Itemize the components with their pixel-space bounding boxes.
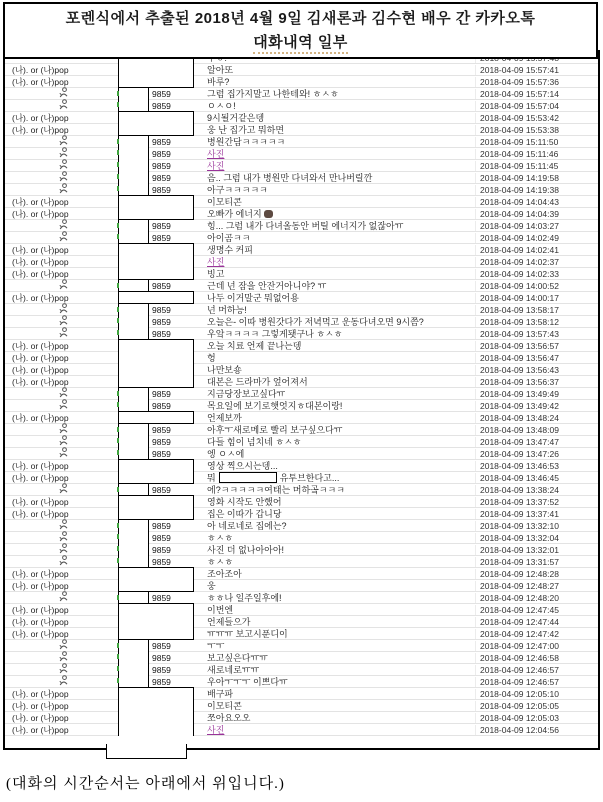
sender-id-cell <box>116 328 202 339</box>
message-cell <box>202 723 475 736</box>
person-icon <box>59 531 68 542</box>
sender-id-cell <box>116 568 202 579</box>
message-text: 영상 찍으시는뎅... <box>207 461 278 471</box>
sender-id-cell <box>116 184 202 195</box>
person-icon <box>59 219 68 230</box>
message-text: 에?ㅋㅋㅋㅋㅋ여태는 머하곸ㅋㅋㅋ <box>207 485 345 495</box>
message-text: 음.. 그럼 내가 병원만 다녀와서 만나버릴깐 <box>207 173 373 183</box>
message-text: 아이곰ㅋㅋ <box>207 233 251 243</box>
timestamp: 2018-04-09 12:04:56 <box>475 725 598 735</box>
timestamp: 2018-04-09 12:46:57 <box>475 677 598 687</box>
sender-name: (나). or (나)pop <box>12 724 69 735</box>
person-icon <box>59 639 68 650</box>
sender-id-cell <box>116 604 202 615</box>
timestamp: 2018-04-09 14:02:41 <box>475 245 598 255</box>
sender-id-cell <box>116 280 202 291</box>
sender-id: 9859 <box>152 545 171 555</box>
timestamp: 2018-04-09 13:37:52 <box>475 497 598 507</box>
timestamp: 2018-04-09 12:05:03 <box>475 713 598 723</box>
timestamp: 2018-04-09 15:53:38 <box>475 125 598 135</box>
sender-id-cell <box>116 76 202 87</box>
table-row <box>5 724 598 736</box>
sender-name: (나). or (나)pop <box>12 76 69 87</box>
message-text: 우아ㅜㅜㅜ 이쁘다ㅠ <box>207 677 288 687</box>
sender-name: (나). or (나)pop <box>12 472 69 483</box>
sender-id: 9859 <box>152 593 171 603</box>
timestamp: 2018-04-09 12:48:27 <box>475 581 598 591</box>
sender-id-cell <box>116 352 202 363</box>
sender-id-cell <box>116 100 202 111</box>
timestamp: 2018-04-09 13:46:53 <box>475 461 598 471</box>
message-text: 알아또 <box>207 65 234 75</box>
sender-name: (나). or (나)pop <box>12 460 69 471</box>
footer-note: (대화의 시간순서는 아래에서 위입니다.) <box>6 776 285 792</box>
sender-icon-cell <box>5 555 116 568</box>
monkey-emoji-icon <box>264 210 273 218</box>
message-text: 9시될거같은뎅 <box>207 113 265 123</box>
sender-icon-cell <box>5 183 116 196</box>
document-title-line2: 대화내역 일부 <box>253 34 348 54</box>
sender-name: (나). or (나)pop <box>12 244 69 255</box>
sender-id-cell <box>116 544 202 555</box>
timestamp: 2018-04-09 14:00:52 <box>475 281 598 291</box>
sender-id-cell <box>116 688 202 699</box>
person-icon <box>59 447 68 458</box>
sender-id-cell <box>116 628 202 639</box>
person-icon <box>59 231 68 242</box>
document-title <box>3 2 598 59</box>
sender-id: 9859 <box>152 185 171 195</box>
sender-id: 9859 <box>152 149 171 159</box>
message-text: ㅜㅜ <box>207 641 225 651</box>
message-text: 나두 이거말군 뭐없어용 <box>207 293 299 303</box>
message-text: 이모티콘 <box>207 701 242 711</box>
person-icon <box>59 675 68 686</box>
message-text: 우앜ㅋㅋㅋㅋ 그렇게됏구나 ㅎㅅㅎ <box>207 329 343 339</box>
sender-name: (나). or (나)pop <box>12 340 69 351</box>
sender-id: 9859 <box>152 677 171 687</box>
sender-name: (나). or (나)pop <box>12 628 69 639</box>
sender-id-cell <box>116 124 202 135</box>
timestamp: 2018-04-09 15:57:14 <box>475 89 598 99</box>
sender-id: 9859 <box>152 161 171 171</box>
redaction-box <box>118 723 194 736</box>
timestamp: 2018-04-09 13:47:47 <box>475 437 598 447</box>
message-text: 집은 이따가 갑니당 <box>207 509 282 519</box>
person-icon <box>59 663 68 674</box>
timestamp: 2018-04-09 13:57:43 <box>475 329 598 339</box>
sender-id: 9859 <box>152 449 171 459</box>
timestamp: 2018-04-09 15:53:42 <box>475 113 598 123</box>
sender-id-cell <box>116 232 202 243</box>
sender-icon-cell <box>5 483 116 496</box>
sender-id-cell <box>116 556 202 567</box>
message-text: 엥 ㅇㅅ에 <box>207 449 245 459</box>
message-text: 웅 <box>207 581 216 591</box>
sender-name: (나). or (나)pop <box>12 292 69 303</box>
sender-id-cell <box>116 472 202 483</box>
sender-id-cell <box>116 148 202 159</box>
sender-id-cell <box>116 388 202 399</box>
timestamp: 2018-04-09 13:32:04 <box>475 533 598 543</box>
timestamp: 2018-04-09 14:19:38 <box>475 185 598 195</box>
person-icon <box>59 591 68 602</box>
message-text: 영화 시작도 안했어 <box>207 497 282 507</box>
table-row <box>5 736 598 748</box>
sender-name: (나). or (나)pop <box>12 256 69 267</box>
photo-link[interactable]: 사진 <box>207 161 225 171</box>
timestamp: 2018-04-09 13:32:01 <box>475 545 598 555</box>
timestamp: 2018-04-09 13:47:26 <box>475 449 598 459</box>
sender-name: (나). or (나)pop <box>12 688 69 699</box>
timestamp: 2018-04-09 13:56:43 <box>475 365 598 375</box>
timestamp: 2018-04-09 14:04:39 <box>475 209 598 219</box>
person-icon <box>59 315 68 326</box>
sender-id: 9859 <box>152 401 171 411</box>
photo-link[interactable]: 사진 <box>207 257 225 267</box>
message-text: 이번엔 <box>207 605 234 615</box>
message-text: 근데 넌 잠을 안잔거아니야? ㅠ <box>207 281 327 291</box>
sender-name: (나). or (나)pop <box>12 712 69 723</box>
sender-id-cell <box>116 268 202 279</box>
message-text: 이모티콘 <box>207 197 242 207</box>
timestamp: 2018-04-09 12:47:42 <box>475 629 598 639</box>
sender-id: 9859 <box>152 173 171 183</box>
sender-id-cell <box>116 208 202 219</box>
timestamp: 2018-04-09 15:11:45 <box>475 161 598 171</box>
sender-name: (나). or (나)pop <box>12 616 69 627</box>
photo-link[interactable]: 사진 <box>207 725 225 735</box>
sender-name: (나). or (나)pop <box>12 412 69 423</box>
sender-icon-cell <box>5 447 116 460</box>
person-icon <box>59 651 68 662</box>
sender-id-cell <box>116 640 202 651</box>
timestamp: 2018-04-09 13:56:37 <box>475 377 598 387</box>
sender-icon-cell <box>5 279 116 292</box>
person-icon <box>59 423 68 434</box>
sender-name: (나). or (나)pop <box>12 580 69 591</box>
sender-id: 9859 <box>152 485 171 495</box>
timestamp: 2018-04-09 13:31:57 <box>475 557 598 567</box>
message-text: 오늘 치료 언제 끝나는뎅 <box>207 341 302 351</box>
timestamp: 2018-04-09 13:37:41 <box>475 509 598 519</box>
timestamp: 2018-04-09 12:05:05 <box>475 701 598 711</box>
document-title-line1: 포렌식에서 추출된 2018년 4월 9일 김새론과 김수현 배우 간 카카오톡 <box>65 10 536 27</box>
message-text: 넌 머하능! <box>207 305 247 315</box>
sender-id-cell <box>116 112 202 123</box>
person-icon <box>59 171 68 182</box>
message-text: 뭐 <box>207 473 216 483</box>
message-text: 오빠가 에너지 <box>207 209 262 219</box>
timestamp: 2018-04-09 12:48:20 <box>475 593 598 603</box>
timestamp: 2018-04-09 14:02:33 <box>475 269 598 279</box>
person-icon <box>59 135 68 146</box>
sender-icon-cell <box>5 327 116 340</box>
sender-id-cell <box>116 580 202 591</box>
message-text: 병원간담ㅋㅋㅋㅋㅋ <box>207 137 286 147</box>
person-icon <box>59 387 68 398</box>
message-text: 바루? <box>207 77 230 87</box>
timestamp: 2018-04-09 13:46:45 <box>475 473 598 483</box>
message-text: 쪼아요오오 <box>207 713 251 723</box>
message-text: 다들 힘이 넘치네 ㅎㅅㅎ <box>207 437 302 447</box>
sender-icon-cell <box>5 231 116 244</box>
sender-id-cell <box>116 304 202 315</box>
sender-id-cell <box>116 88 202 99</box>
timestamp: 2018-04-09 13:58:12 <box>475 317 598 327</box>
timestamp: 2018-04-09 13:56:47 <box>475 353 598 363</box>
timestamp: 2018-04-09 13:58:17 <box>475 305 598 315</box>
sender-icon-cell <box>5 591 116 604</box>
sender-id: 9859 <box>152 665 171 675</box>
sender-name: (나). or (나)pop <box>12 376 69 387</box>
sender-id: 9859 <box>152 317 171 327</box>
sender-id-cell <box>116 400 202 411</box>
timestamp: 2018-04-09 12:46:57 <box>475 665 598 675</box>
sender-id-cell <box>116 508 202 519</box>
message-text: 조아조아 <box>207 569 242 579</box>
message-text: 대본은 드라마가 엎어져서 <box>207 377 308 387</box>
sender-id-cell <box>116 256 202 267</box>
sender-id-cell <box>116 484 202 495</box>
sender-id-cell <box>116 652 202 663</box>
sender-id: 9859 <box>152 89 171 99</box>
sender-id-cell <box>116 244 202 255</box>
sender-name: (나). or (나)pop <box>12 64 69 75</box>
message-text: 웅 난 집가고 뭐하면 <box>207 125 285 135</box>
message-text: 아 네로네로 집에는? <box>207 521 287 531</box>
person-icon <box>59 279 68 290</box>
person-icon <box>59 519 68 530</box>
sender-name: (나). or (나)pop <box>12 508 69 519</box>
timestamp: 2018-04-09 13:48:24 <box>475 413 598 423</box>
sender-name: (나). or (나)pop <box>12 268 69 279</box>
sender-icon-cell <box>5 399 116 412</box>
sender-name: (나). or (나)pop <box>12 700 69 711</box>
message-text: ㅎㅅㅎ <box>207 533 234 543</box>
message-text: 언제보까 <box>207 413 242 423</box>
conversation-table <box>3 50 600 750</box>
photo-link[interactable]: 사진 <box>207 149 225 159</box>
person-icon <box>59 435 68 446</box>
timestamp: 2018-04-09 12:05:10 <box>475 689 598 699</box>
sender-id: 9859 <box>152 281 171 291</box>
sender-id-cell <box>116 724 202 735</box>
sender-id-cell <box>116 220 202 231</box>
person-icon <box>59 303 68 314</box>
timestamp: 2018-04-09 13:48:09 <box>475 425 598 435</box>
message-text: 보고싶은다ㅠㅠ <box>207 653 268 663</box>
timestamp: 2018-04-09 15:57:41 <box>475 65 598 75</box>
sender-name: (나). or (나)pop <box>12 352 69 363</box>
sender-id-cell <box>116 520 202 531</box>
sender-name: (나). or (나)pop <box>12 196 69 207</box>
sender-id: 9859 <box>152 137 171 147</box>
timestamp: 2018-04-09 13:38:24 <box>475 485 598 495</box>
sender-id-cell <box>116 412 202 423</box>
sender-name: (나). or (나)pop <box>12 208 69 219</box>
redaction-box-overhang <box>106 744 187 759</box>
message-text: 유투브한다고... <box>279 473 340 483</box>
timestamp: 2018-04-09 12:48:28 <box>475 569 598 579</box>
timestamp: 2018-04-09 15:11:50 <box>475 137 598 147</box>
timestamp: 2018-04-09 14:00:17 <box>475 293 598 303</box>
sender-id-cell <box>116 460 202 471</box>
timestamp: 2018-04-09 13:49:42 <box>475 401 598 411</box>
sender-id: 9859 <box>152 329 171 339</box>
timestamp: 2018-04-09 13:56:57 <box>475 341 598 351</box>
sender-id-cell <box>116 496 202 507</box>
sender-id: 9859 <box>152 533 171 543</box>
person-icon <box>59 147 68 158</box>
person-icon <box>59 483 68 494</box>
message-text: 나만보숑 <box>207 365 242 375</box>
sender-id-cell <box>116 676 202 687</box>
sender-id-cell <box>116 616 202 627</box>
sender-name: (나). or (나)pop <box>12 568 69 579</box>
sender-id-cell <box>116 64 202 75</box>
timestamp: 2018-04-09 14:04:43 <box>475 197 598 207</box>
sender-id-cell <box>116 592 202 603</box>
sender-id-cell <box>116 196 202 207</box>
sender-id-cell <box>116 436 202 447</box>
sender-id-cell <box>116 136 202 147</box>
message-text: 언제들으가 <box>207 617 251 627</box>
timestamp: 2018-04-09 14:03:27 <box>475 221 598 231</box>
timestamp: 2018-04-09 13:49:49 <box>475 389 598 399</box>
sender-id: 9859 <box>152 101 171 111</box>
message-text: 생명수 커피 <box>207 245 253 255</box>
person-icon <box>59 99 68 110</box>
person-icon <box>59 87 68 98</box>
sender-name: (나). or (나)pop <box>12 604 69 615</box>
sender-id-cell <box>116 340 202 351</box>
sender-id: 9859 <box>152 653 171 663</box>
message-text: ㅠㅠㅠ 보고시푼디이 <box>207 629 288 639</box>
message-text: ㅎㅎ나 일주일후에! <box>207 593 282 603</box>
sender-id-cell <box>116 664 202 675</box>
sender-name: (나). or (나)pop <box>12 364 69 375</box>
message-text: 목요일에 보기로햇엇지ㅎ대본이랑! <box>207 401 343 411</box>
inline-redaction-box <box>219 472 277 483</box>
timestamp: 2018-04-09 12:46:58 <box>475 653 598 663</box>
sender-id-cell <box>116 424 202 435</box>
timestamp: 2018-04-09 15:57:36 <box>475 77 598 87</box>
sender-id: 9859 <box>152 425 171 435</box>
timestamp: 2018-04-09 12:47:45 <box>475 605 598 615</box>
message-text: 그럼 집가지말고 나한테와! ㅎㅅㅎ <box>207 89 339 99</box>
person-icon <box>59 327 68 338</box>
sender-name: (나). or (나)pop <box>12 124 69 135</box>
timestamp: 2018-04-09 15:11:46 <box>475 149 598 159</box>
timestamp: 2018-04-09 14:02:37 <box>475 257 598 267</box>
message-text: 사진 더 없나아아아! <box>207 545 285 555</box>
sender-id-cell <box>116 292 202 303</box>
timestamp: 2018-04-09 13:32:10 <box>475 521 598 531</box>
message-text: 지금당장보고싶다ㅠ <box>207 389 286 399</box>
message-text: 새로네로ㅠㅠ <box>207 665 260 675</box>
sender-id-cell <box>116 172 202 183</box>
message-text: 오늘은- 이따 병원갓다가 저녁먹고 운동다녀오면 9시쯤? <box>207 317 424 327</box>
sender-id: 9859 <box>152 233 171 243</box>
sender-id: 9859 <box>152 557 171 567</box>
person-icon <box>59 399 68 410</box>
message-text: ㅎㅅㅎ <box>207 557 234 567</box>
person-icon <box>59 543 68 554</box>
sender-id: 9859 <box>152 389 171 399</box>
sender-name: (나). or (나)pop <box>12 112 69 123</box>
message-text: 아후ㅜ새로메로 빨리 보구싶으다ㅠ <box>207 425 343 435</box>
timestamp: 2018-04-09 14:02:49 <box>475 233 598 243</box>
message-text: 헝 <box>207 353 216 363</box>
sender-id-cell <box>116 532 202 543</box>
sender-id-cell <box>116 700 202 711</box>
person-icon <box>59 183 68 194</box>
message-text: ㅇㅅㅇ! <box>207 101 236 111</box>
timestamp: 2018-04-09 12:47:00 <box>475 641 598 651</box>
person-icon <box>59 159 68 170</box>
sender-id-cell <box>116 160 202 171</box>
timestamp: 2018-04-09 15:57:04 <box>475 101 598 111</box>
sender-name: (나). or (나)pop <box>12 496 69 507</box>
sender-id-cell <box>116 376 202 387</box>
person-icon <box>59 555 68 566</box>
message-text: 아구ㅋㅋㅋㅋㅋ <box>207 185 268 195</box>
timestamp: 2018-04-09 14:19:58 <box>475 173 598 183</box>
sender-id: 9859 <box>152 641 171 651</box>
sender-icon-cell <box>5 99 116 112</box>
sender-id: 9859 <box>152 521 171 531</box>
timestamp: 2018-04-09 12:47:44 <box>475 617 598 627</box>
sender-id-cell <box>116 364 202 375</box>
sender-id: 9859 <box>152 437 171 447</box>
message-text: 배구파 <box>207 689 234 699</box>
message-text: 힝... 그럼 내가 다녀올동안 버틸 에너지가 없잖아ㅠ <box>207 221 404 231</box>
sender-id: 9859 <box>152 221 171 231</box>
message-text: 빙고 <box>207 269 225 279</box>
sender-icon-cell <box>5 675 116 688</box>
sender-id: 9859 <box>152 305 171 315</box>
sender-id-cell <box>116 712 202 723</box>
sender-id-cell <box>116 448 202 459</box>
sender-id-cell <box>116 316 202 327</box>
